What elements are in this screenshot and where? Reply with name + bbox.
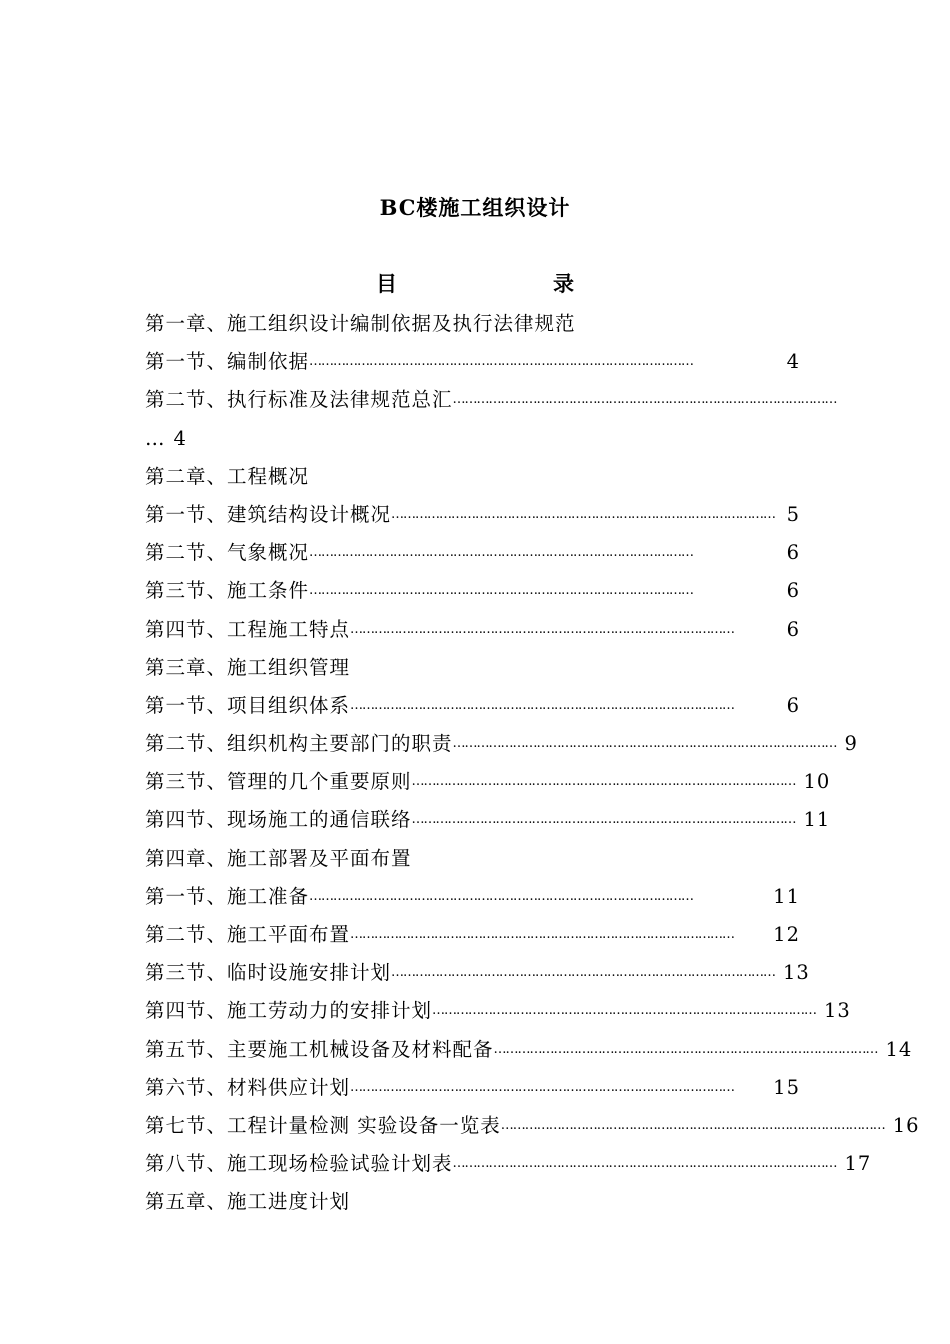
toc-dot-leader: ……………………………………………………………………………………: [452, 392, 837, 408]
toc-section-entry: [145, 1031, 913, 1069]
toc-section-entry: [145, 420, 800, 458]
toc-dot-leader: ……………………………………………………………………………………: [350, 621, 735, 637]
toc-dot-leader: ……………………………………………………………………………………: [452, 736, 837, 752]
toc-dot-leader: ……………………………………………………………………………………: [309, 888, 694, 904]
toc-entry-label: 第一节、建筑结构设计概况: [145, 502, 392, 526]
toc-section-entry: [145, 381, 837, 419]
toc-page-number: 11: [803, 808, 831, 832]
toc-page-number: 6: [786, 617, 800, 641]
toc-page-number: 15: [773, 1075, 800, 1099]
toc-section-entry: [145, 1145, 872, 1183]
toc-entry-label: 第四节、工程施工特点: [145, 617, 351, 641]
toc-page-number: 4: [786, 350, 800, 374]
toc-page-number: 10: [803, 770, 831, 794]
toc-section-entry: [145, 496, 800, 534]
toc-entry-label: 第一节、编制依据: [145, 350, 310, 374]
toc-dot-leader: ……………………………………………………………………………………: [452, 1156, 837, 1172]
toc-entry-label: 第四章、施工部署及平面布置: [145, 846, 412, 870]
toc-section-entry: [145, 992, 851, 1030]
toc-entry-label: 第一节、施工准备: [145, 884, 310, 908]
toc-dot-leader: ……………………………………………………………………………………: [432, 1003, 817, 1019]
toc-page-number: 12: [773, 923, 800, 946]
toc-heading-left: 目: [376, 271, 397, 296]
toc-entry-label: 第二节、执行标准及法律规范总汇: [145, 388, 453, 412]
toc-page-number: 6: [786, 693, 800, 717]
toc-entry-label: 第四节、现场施工的通信联络: [145, 808, 412, 832]
toc-entry-label: 第一节、项目组织体系: [145, 693, 351, 717]
toc-page-number: 11: [773, 884, 800, 908]
toc-page-number: 16: [892, 1113, 920, 1137]
toc-section-entry: [145, 687, 800, 725]
toc-chapter-entry: [145, 1183, 800, 1221]
table-of-contents: [145, 305, 920, 1222]
toc-entry-label: 第三章、施工组织管理: [145, 655, 351, 679]
toc-dot-leader: ……………………………………………………………………………………: [391, 506, 776, 522]
toc-entry-label: 第二节、组织机构主要部门的职责: [145, 732, 453, 756]
toc-entry-label: 第五节、主要施工机械设备及材料配备: [145, 1037, 494, 1061]
toc-page-number: 4: [173, 426, 187, 450]
toc-entry-label: 第三节、管理的几个重要原则: [145, 770, 412, 794]
toc-page-number: 5: [786, 502, 800, 526]
toc-section-entry: [145, 878, 800, 916]
toc-section-entry: [145, 763, 831, 801]
toc-entry-label: 第七节、工程计量检测 实验设备一览表: [145, 1113, 501, 1137]
toc-heading-right: 录: [553, 271, 574, 296]
toc-section-entry: [145, 572, 800, 610]
toc-dot-leader: ……………………………………………………………………………………: [309, 354, 694, 370]
toc-page-number: 6: [786, 579, 800, 603]
toc-section-entry: [145, 725, 858, 763]
toc-dot-leader: ……………………………………………………………………………………: [309, 545, 694, 561]
toc-chapter-entry: [145, 649, 800, 687]
toc-chapter-entry: [145, 458, 800, 496]
toc-dot-leader: ……………………………………………………………………………………: [411, 812, 796, 828]
toc-section-entry: [145, 954, 810, 992]
toc-dot-leader: ……………………………………………………………………………………: [350, 927, 735, 942]
toc-section-entry: [145, 534, 800, 572]
toc-section-entry: [145, 801, 831, 839]
toc-entry-label: 第五章、施工进度计划: [145, 1190, 351, 1214]
toc-entry-label: 第二章、工程概况: [145, 464, 310, 488]
toc-dot-leader: ……………………………………………………………………………………: [391, 965, 776, 981]
toc-entry-label: 第一章、施工组织设计编制依据及执行法律规范: [145, 312, 576, 335]
toc-dot-leader: ……………………………………………………………………………………: [350, 697, 735, 713]
toc-entry-label: 第三节、施工条件: [145, 579, 310, 603]
toc-section-entry: [145, 1069, 800, 1107]
toc-section-entry: [145, 916, 800, 954]
toc-section-entry: [145, 611, 800, 649]
toc-page-number: 13: [824, 999, 851, 1023]
toc-entry-label: 第二节、施工平面布置: [145, 923, 351, 946]
toc-page-number: 6: [786, 541, 800, 565]
toc-page-number: 17: [844, 1152, 872, 1176]
toc-page-number: 9: [844, 732, 858, 756]
toc-dot-leader: ……………………………………………………………………………………: [309, 583, 694, 599]
toc-entry-label: …: [145, 426, 166, 450]
toc-dot-leader: ……………………………………………………………………………………: [411, 774, 796, 790]
toc-entry-label: 第六节、材料供应计划: [145, 1075, 351, 1099]
toc-section-entry: [145, 1107, 920, 1145]
document-title: BC楼施工组织设计: [379, 195, 571, 220]
toc-entry-label: 第二节、气象概况: [145, 541, 310, 565]
toc-chapter-entry: [145, 840, 800, 878]
toc-entry-label: 第三节、临时设施安排计划: [145, 961, 392, 985]
toc-heading: [0, 268, 950, 296]
toc-entry-label: 第四节、施工劳动力的安排计划: [145, 999, 433, 1023]
toc-page-number: 14: [885, 1037, 913, 1061]
toc-dot-leader: ……………………………………………………………………………………: [350, 1079, 735, 1095]
toc-chapter-entry: [145, 305, 800, 343]
toc-section-entry: [145, 343, 800, 381]
toc-page-number: 13: [783, 961, 810, 985]
toc-entry-label: 第八节、施工现场检验试验计划表: [145, 1152, 453, 1176]
toc-dot-leader: ……………………………………………………………………………………: [500, 1117, 885, 1133]
toc-dot-leader: ……………………………………………………………………………………: [493, 1041, 878, 1057]
